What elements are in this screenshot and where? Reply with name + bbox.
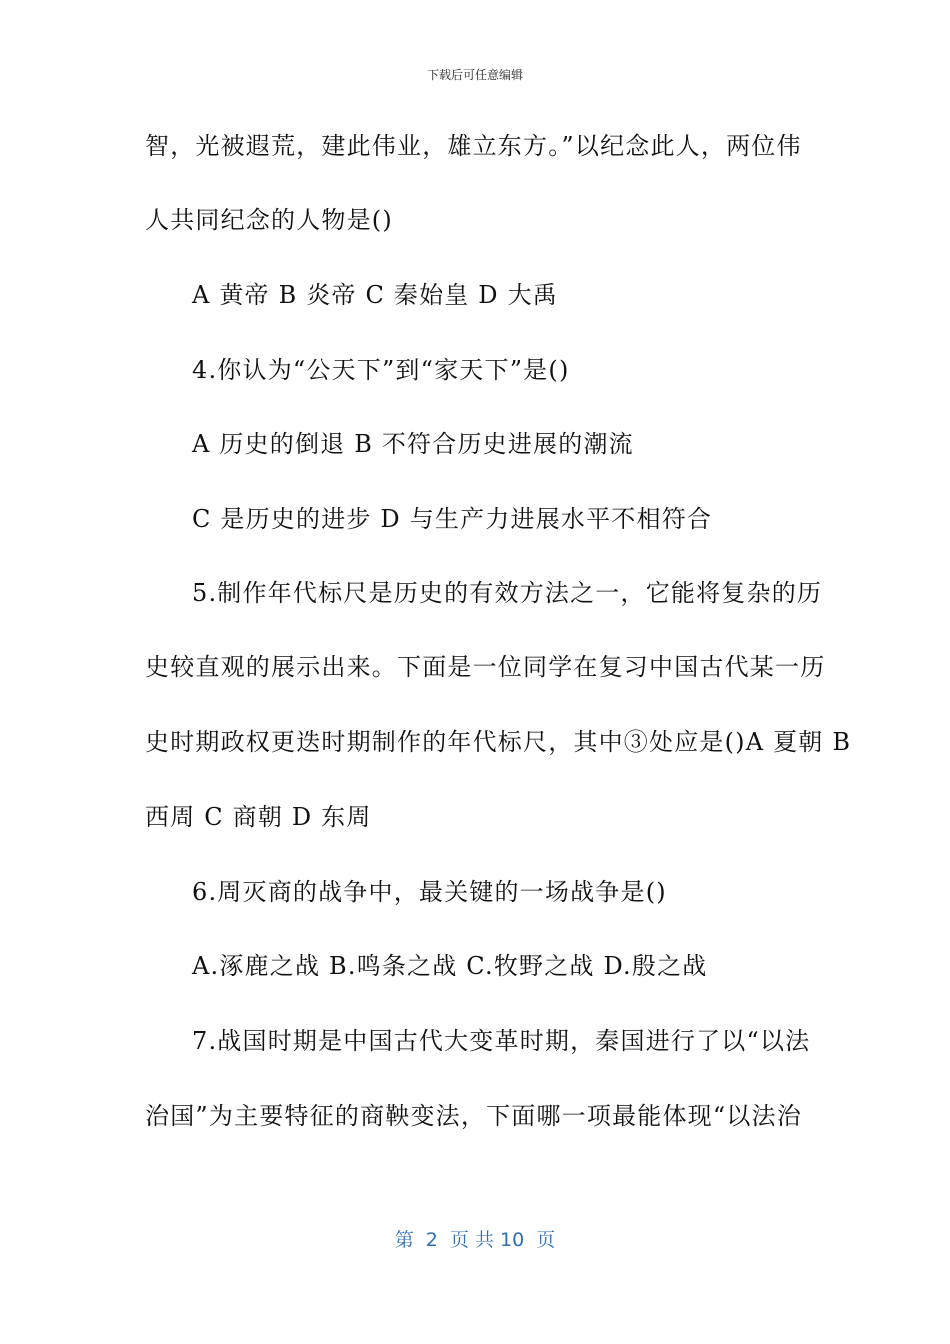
question-5-line-2: 史较直观的展示出来。下面是一位同学在复习中国古代某一历 [145, 653, 826, 681]
question-5-line-3: 史时期政权更迭时期制作的年代标尺，其中③处应是()A 夏朝 B [145, 728, 852, 756]
page-number-footer: 第 2 页 共 10 页 [394, 1229, 556, 1251]
answer-options-q4-cd: C 是历史的进步 D 与生产力进展水平不相符合 [192, 505, 713, 533]
question-5-line-4: 西周 C 商朝 D 东周 [145, 803, 372, 831]
question-6: 6.周灭商的战争中，最关键的一场战争是() [192, 878, 667, 906]
header-note: 下载后可任意编辑 [426, 68, 523, 82]
text-line-2: 人共同纪念的人物是() [145, 206, 393, 234]
question-7-line-1: 7.战国时期是中国古代大变革时期，秦国进行了以“以法 [192, 1027, 811, 1055]
answer-options-q3: A 黄帝 B 炎帝 C 秦始皇 D 大禹 [192, 281, 558, 309]
answer-options-q4-ab: A 历史的倒退 B 不符合历史进展的潮流 [192, 430, 634, 458]
question-4: 4.你认为“公天下”到“家天下”是() [192, 356, 570, 384]
question-5-line-1: 5.制作年代标尺是历史的有效方法之一，它能将复杂的历 [192, 579, 823, 607]
text-line-1: 智，光被遐荒，建此伟业，雄立东方。”以纪念此人，两位伟 [145, 132, 802, 160]
answer-options-q6: A.涿鹿之战 B.鸣条之战 C.牧野之战 D.殷之战 [192, 952, 708, 980]
question-7-line-2: 治国”为主要特征的商鞅变法，下面哪一项最能体现“以法治 [145, 1102, 802, 1130]
